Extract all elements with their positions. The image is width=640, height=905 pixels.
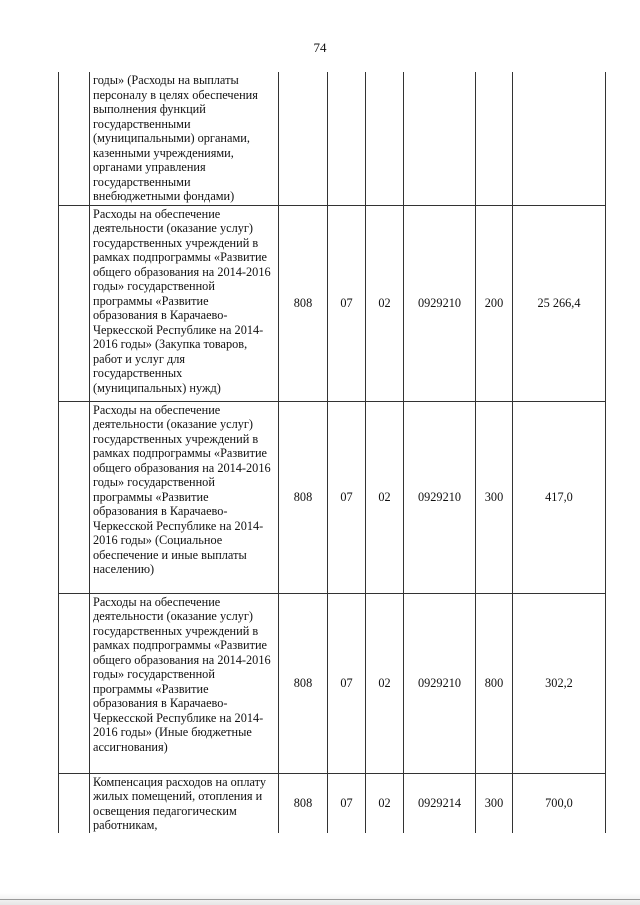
table-row (59, 401, 606, 593)
row-name-cell: годы» (Расходы на выплаты персоналу в целях обеспечения выполнения функций государственными (муниципальными) органами, казенными учреждениями, органами управления государственными внебюджетными фондами) (90, 72, 279, 205)
table-row (59, 593, 606, 773)
podrazdel-cell: 02 (366, 773, 404, 833)
table-row (59, 72, 606, 205)
target-article-cell: 0929214 (404, 773, 476, 833)
sum-cell: 417,0 (513, 401, 606, 593)
expense-type-cell: 200 (476, 205, 513, 401)
row-name-cell: Расходы на обеспечение деятельности (оказание услуг) государственных учреждений в рамках подпрограммы «Развитие общего образования на 2014-2016 годы» государственной программы «Развитие образования в Карачаево-Черкесской Республике на 2014-2016 годы» (Социальное обеспечение и иные выплаты населению) (90, 401, 279, 593)
sum-cell (513, 72, 606, 205)
row-number-cell (59, 593, 90, 773)
podrazdel-cell (366, 72, 404, 205)
sum-cell: 700,0 (513, 773, 606, 833)
row-number-cell (59, 205, 90, 401)
row-number-cell (59, 72, 90, 205)
row-number-cell (59, 773, 90, 833)
grbs-cell: 808 (279, 593, 328, 773)
razdel-cell: 07 (328, 593, 366, 773)
expense-type-cell: 300 (476, 773, 513, 833)
table-row (59, 773, 606, 833)
row-name-cell: Компенсация расходов на оплату жилых помещений, отопления и освещения педагогическим работникам, (90, 773, 279, 833)
target-article-cell: 0929210 (404, 593, 476, 773)
grbs-cell: 808 (279, 773, 328, 833)
target-article-cell (404, 72, 476, 205)
target-article-cell: 0929210 (404, 401, 476, 593)
expense-type-cell: 300 (476, 401, 513, 593)
sum-cell: 25 266,4 (513, 205, 606, 401)
row-number-cell (59, 401, 90, 593)
budget-table (58, 72, 606, 833)
grbs-cell (279, 72, 328, 205)
podrazdel-cell: 02 (366, 593, 404, 773)
razdel-cell: 07 (328, 773, 366, 833)
target-article-cell: 0929210 (404, 205, 476, 401)
expense-type-cell (476, 72, 513, 205)
grbs-cell: 808 (279, 401, 328, 593)
page-number: 74 (313, 40, 327, 55)
razdel-cell (328, 72, 366, 205)
podrazdel-cell: 02 (366, 401, 404, 593)
row-name-cell: Расходы на обеспечение деятельности (оказание услуг) государственных учреждений в рамках подпрограммы «Развитие общего образования на 2014-2016 годы» государственной программы «Развитие образования в Карачаево-Черкесской Республике на 2014-2016 годы» (Иные бюджетные ассигнования) (90, 593, 279, 773)
row-name-cell: Расходы на обеспечение деятельности (оказание услуг) государственных учреждений в рамках подпрограммы «Развитие общего образования на 2014-2016 годы» государственной программы «Развитие образования в Карачаево-Черкесской Республике на 2014-2016 годы» (Закупка товаров, работ и услуг для государственных (муниципальных) нужд) (90, 205, 279, 401)
podrazdel-cell: 02 (366, 205, 404, 401)
razdel-cell: 07 (328, 401, 366, 593)
sum-cell: 302,2 (513, 593, 606, 773)
expense-type-cell: 800 (476, 593, 513, 773)
scan-fold-line (0, 899, 640, 900)
grbs-cell: 808 (279, 205, 328, 401)
table-row (59, 205, 606, 401)
razdel-cell: 07 (328, 205, 366, 401)
